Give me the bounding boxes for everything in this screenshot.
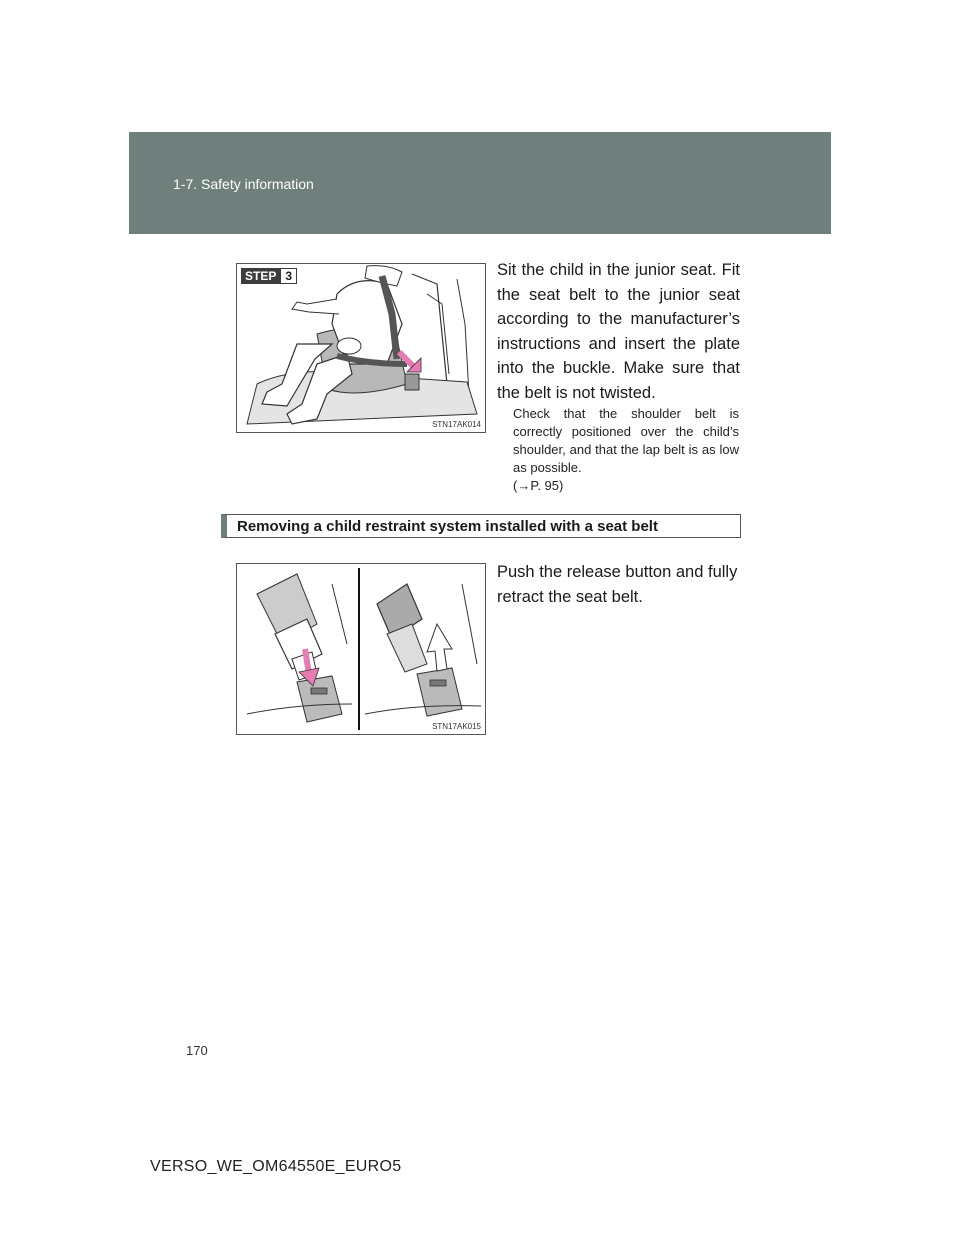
- step3-instruction: Sit the child in the junior seat. Fit the seat belt to the junior seat according to the manufacturer’s instructions and insert the plate into the buckle. Make sure that the belt is not twisted.: [497, 261, 740, 402]
- removal-heading-text: Removing a child restraint system installed with a seat belt: [237, 518, 658, 535]
- removal-instruction: Push the release button and fully retract the seat belt.: [497, 563, 738, 606]
- footer-document-code: VERSO_WE_OM64550E_EURO5: [150, 1158, 402, 1175]
- buckle-release-drawing: [237, 564, 485, 734]
- step-badge: [241, 268, 297, 284]
- section-title: 1-7. Safety information: [173, 176, 314, 192]
- junior-seat-illustration: [236, 263, 486, 433]
- step-number: 3: [280, 268, 297, 284]
- figure-code: STN17AK015: [432, 722, 481, 731]
- buckle-release-illustration: [236, 563, 486, 735]
- page-number: 170: [186, 1043, 208, 1058]
- removal-section-heading: [221, 514, 741, 538]
- step3-note: Check that the shoulder belt is correctly positioned over the child’s shoulder, and that the lap belt is as low as possible.: [513, 406, 739, 475]
- child-in-junior-seat-drawing: [237, 264, 485, 432]
- step-label: STEP: [241, 268, 280, 284]
- figure-code: STN17AK014: [432, 420, 481, 429]
- page-header: [129, 132, 831, 234]
- step3-reference: (→P. 95): [513, 478, 564, 493]
